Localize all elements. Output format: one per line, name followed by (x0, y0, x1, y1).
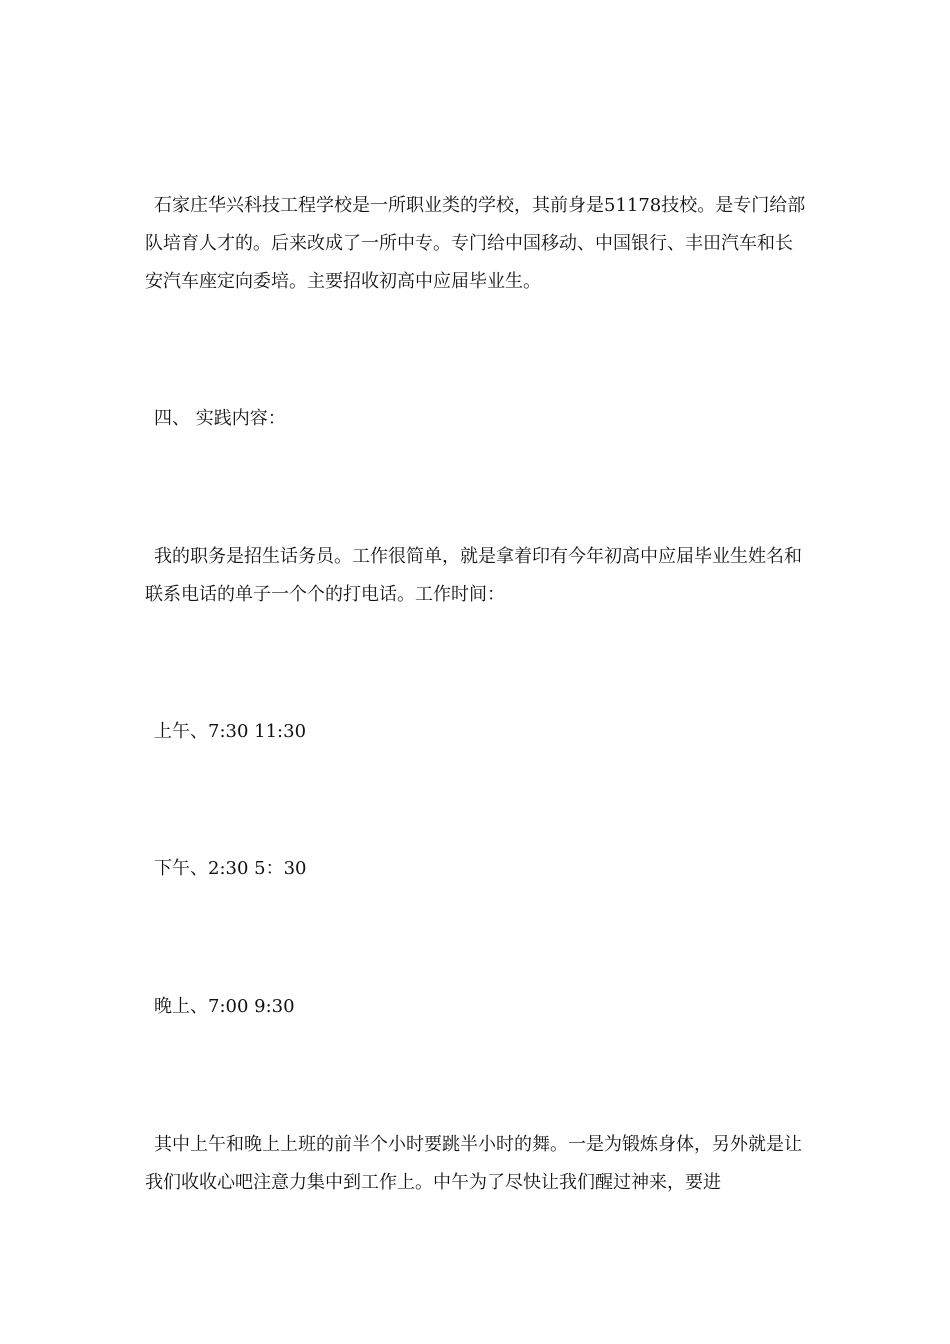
paragraph-job-description: 我的职务是招生话务员。工作很简单，就是拿着印有今年初高中应届毕业生姓名和联系电话的单子一个个的打电话。工作时间： (145, 546, 802, 605)
paragraph-daily-routine: 其中上午和晚上上班的前半个小时要跳半小时的舞。一是为锻炼身体，另外就是让我们收收心吧注意力集中到工作上。中午为了尽快让我们醒过神来，要进 (145, 1134, 802, 1193)
schedule-evening: 晚上、7:00 9:30 (154, 996, 295, 1017)
schedule-morning: 上午、7:30 11:30 (154, 721, 307, 742)
section-heading-practice-content: 四、 实践内容： (154, 408, 286, 429)
schedule-afternoon: 下午、2:30 5：30 (154, 858, 307, 879)
paragraph-school-intro: 石家庄华兴科技工程学校是一所职业类的学校，其前身是51178技校。是专门给部队培育人才的。后来改成了一所中专。专门给中国移动、中国银行、丰田汽车和长安汽车座定向委培。主要招收初高中应届毕业生。 (145, 195, 806, 292)
